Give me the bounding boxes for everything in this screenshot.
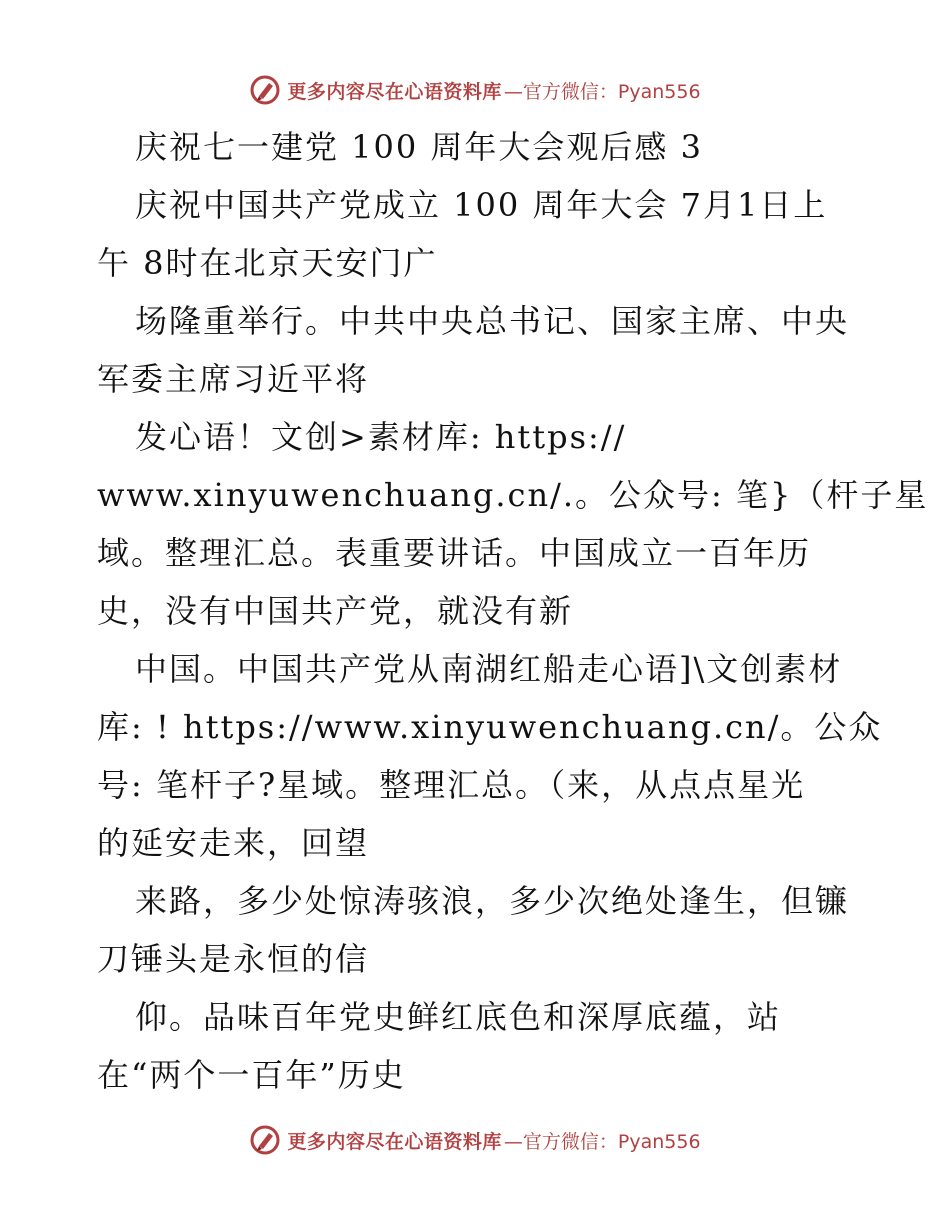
paragraph-line: 仰。品味百年党史鲜红底色和深厚底蕴，站	[135, 998, 782, 1036]
pen-logo-icon	[249, 1124, 281, 1156]
paragraph-line: 域。整理汇总。表重要讲话。中国成立一百年历	[97, 534, 812, 572]
banner-main-text: 更多内容尽在心语资料库	[287, 1130, 502, 1153]
paragraph-line: 发心语！文创>素材库: https://	[135, 418, 627, 456]
paragraph-line: 的延安走来，回望	[97, 824, 370, 862]
doc-title: 庆祝七一建党 100 周年大会观后感 3	[135, 128, 703, 166]
pen-logo-icon	[249, 74, 281, 106]
paragraph-line: 军委主席习近平将	[97, 360, 370, 398]
banner-wechat-text: —官方微信：Pyan556	[503, 1130, 701, 1153]
footer-banner	[0, 1120, 950, 1160]
paragraph-line: 库: ! https://www.xinyuwenchuang.cn/。公众	[97, 708, 883, 746]
paragraph-line: 来路，多少处惊涛骇浪，多少次绝处逢生，但镰	[135, 882, 850, 920]
paragraph-line: 在“两个一百年”历史	[97, 1056, 406, 1094]
banner-wechat-text: —官方微信：Pyan556	[503, 80, 701, 103]
paragraph-line: 号: 笔杆子?星域。整理汇总。（来，从点点星光	[97, 766, 806, 804]
paragraph-line: 场隆重举行。中共中央总书记、国家主席、中央	[135, 302, 850, 340]
paragraph-line: 庆祝中国共产党成立 100 周年大会 7月1日上	[135, 186, 828, 224]
paragraph-line: 刀锤头是永恒的信	[97, 940, 370, 978]
header-banner	[0, 70, 950, 110]
banner-main-text: 更多内容尽在心语资料库	[287, 80, 502, 103]
paragraph-line: www.xinyuwenchuang.cn/.。公众号: 笔}（杆子星	[97, 476, 929, 514]
paragraph-line: 午 8时在北京天安门广	[97, 244, 438, 282]
paragraph-line: 中国。中国共产党从南湖红船走心语]\文创素材	[135, 650, 843, 688]
document-body	[97, 118, 929, 1104]
paragraph-line: 史，没有中国共产党，就没有新	[97, 592, 574, 630]
